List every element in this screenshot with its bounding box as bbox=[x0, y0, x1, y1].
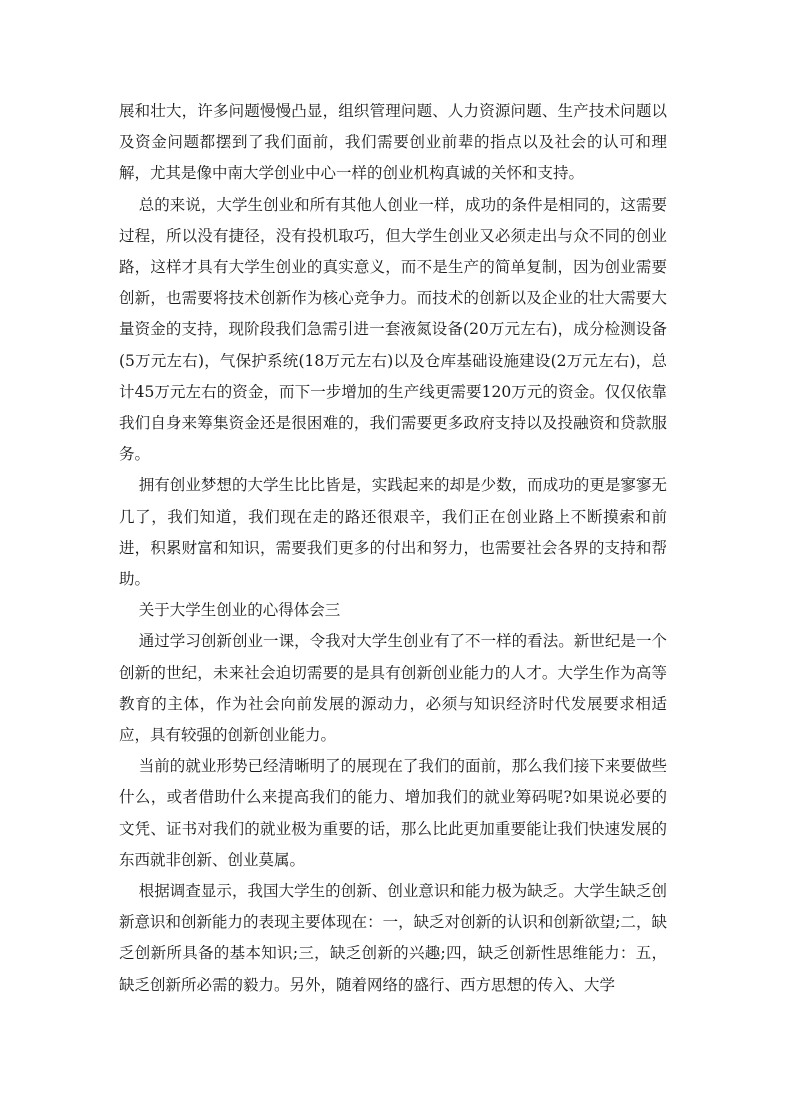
paragraph: 总的来说，大学生创业和所有其他人创业一样，成功的条件是相同的，这需要过程，所以没有捷径，没有投机取巧，但大学生创业又必须走出与众不同的创业路，这样才具有大学生创业的真实意义，而不是生产的简单复制，因为创业需要创新，也需要将技术创新作为核心竞争力。而技术的创新以及企业的壮大需要大量资金的支持，现阶段我们急需引进一套液氮设备(20万元左右)，成分检测设备(5万元左右)，气保护系统(18万元左右)以及仓库基础设施建设(2万元左右)，总计45万元左右的资金，而下一步增加的生产线更需要120万元的资金。仅仅依靠我们自身来筹集资金还是很困难的，我们需要更多政府支持以及投融资和贷款服务。 bbox=[119, 195, 667, 464]
paragraph: 拥有创业梦想的大学生比比皆是，实践起来的却是少数，而成功的更是寥寥无几了，我们知道，我们现在走的路还很艰辛，我们正在创业路上不断摸索和前进，积累财富和知识，需要我们更多的付出和努力，也需要社会各界的支持和帮助。 bbox=[119, 476, 667, 589]
section-heading: 关于大学生创业的心得体会三 bbox=[138, 601, 341, 620]
document-body bbox=[119, 96, 667, 1001]
paragraph: 展和壮大，许多问题慢慢凸显，组织管理问题、人力资源问题、生产技术问题以及资金问题都摆到了我们面前，我们需要创业前辈的指点以及社会的认可和理解，尤其是像中南大学创业中心一样的创业机构真诚的关怀和支持。 bbox=[119, 102, 667, 183]
paragraph: 当前的就业形势已经清晰明了的展现在了我们的面前，那么我们接下来要做些什么，或者借助什么来提高我们的能力、增加我们的就业筹码呢?如果说必要的文凭、证书对我们的就业极为重要的话，那么比此更加重要能让我们快速发展的东西就非创新、创业莫属。 bbox=[119, 757, 667, 869]
paragraph: 通过学习创新创业一课，令我对大学生创业有了不一样的看法。新世纪是一个创新的世纪，未来社会迫切需要的是具有创新创业能力的人才。大学生作为高等教育的主体，作为社会向前发展的源动力，必须与知识经济时代发展要求相适应，具有较强的创新创业能力。 bbox=[119, 632, 667, 745]
paragraph: 根据调查显示，我国大学生的创新、创业意识和能力极为缺乏。大学生缺乏创新意识和创新能力的表现主要体现在：一，缺乏对创新的认识和创新欲望;二，缺乏创新所具备的基本知识;三，缺乏创新的兴趣;四，缺乏创新性思维能力：五，缺乏创新所必需的毅力。另外，随着网络的盛行、西方思想的传入、大学 bbox=[119, 882, 667, 994]
